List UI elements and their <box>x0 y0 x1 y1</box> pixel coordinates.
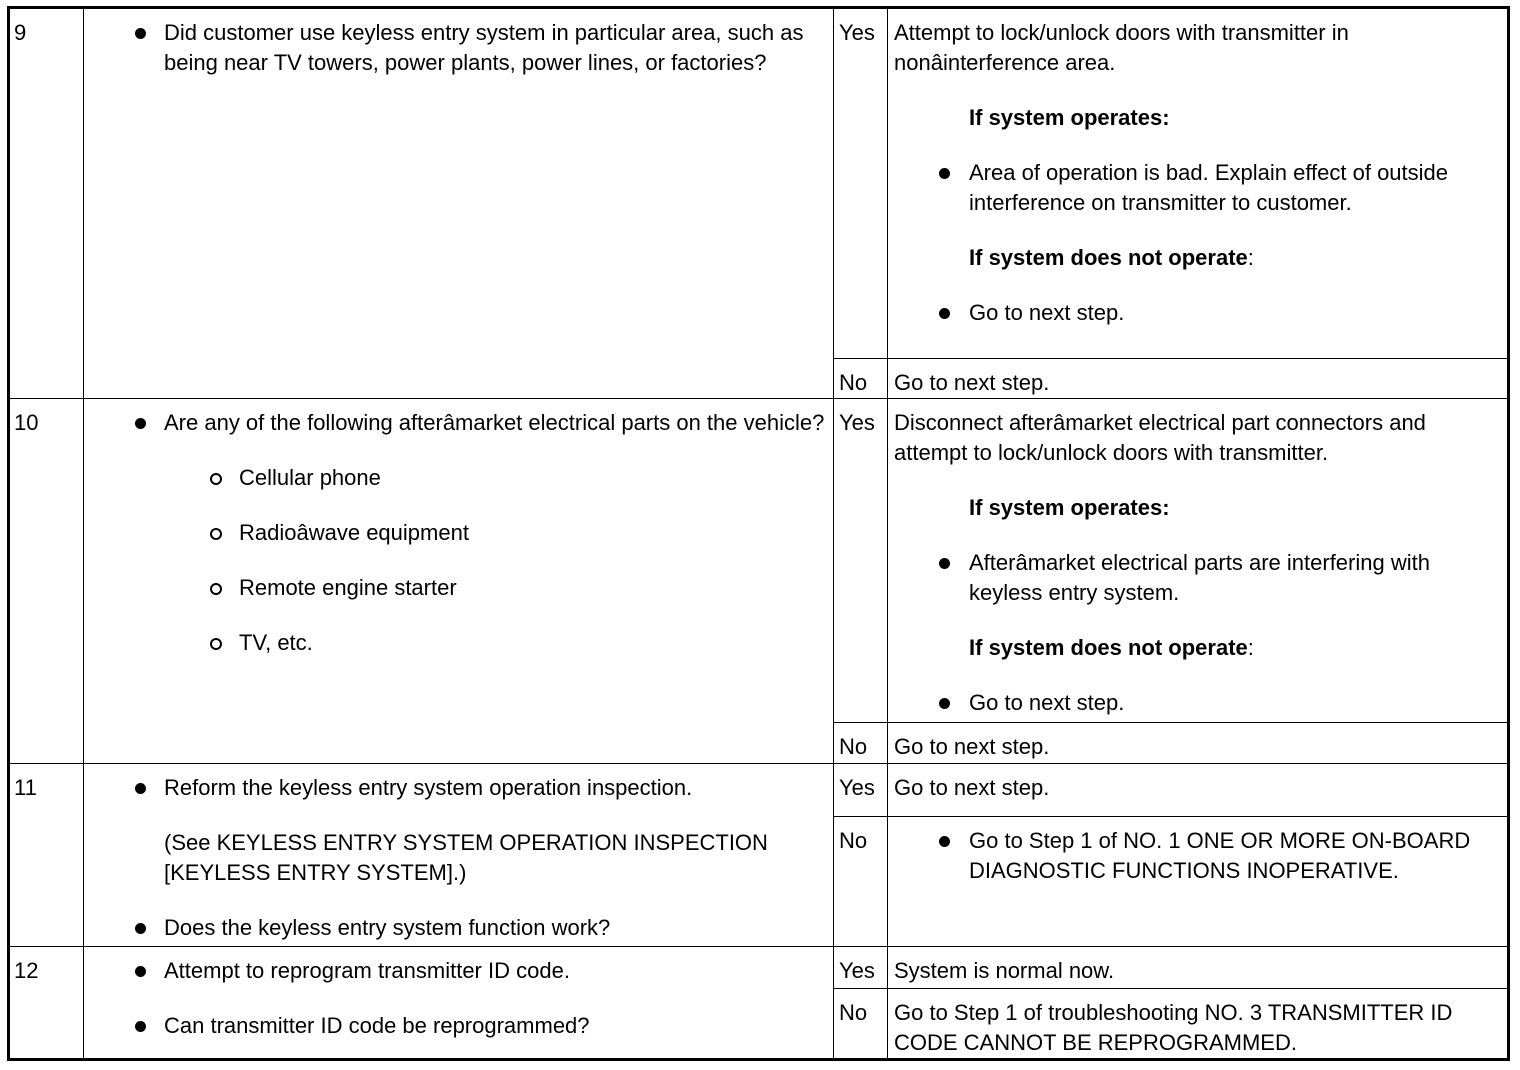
question-text: Did customer use keyless entry system in particular area, such as being near TV towers, power plants, power lines, or factories? <box>84 18 833 78</box>
step-number: 9 <box>9 8 84 399</box>
condition-heading: If system does not operate: <box>969 245 1254 270</box>
sub-item: Radioâwave equipment <box>84 518 833 548</box>
no-label: No <box>834 359 888 399</box>
step-number: 11 <box>9 764 84 947</box>
yes-action-cell <box>888 8 1509 359</box>
yes-action-cell: System is normal now. <box>888 947 1509 989</box>
inspection-cell <box>84 764 834 947</box>
yes-action-cell <box>888 399 1509 723</box>
inspection-cell <box>84 947 834 1060</box>
no-action-cell: Go to next step. <box>888 723 1509 764</box>
no-label: No <box>834 817 888 947</box>
condition-heading: If system does not operate: <box>969 635 1254 660</box>
action-bullet: Area of operation is bad. Explain effect of outside interference on transmitter to customer. <box>894 158 1501 218</box>
inspection-cell <box>84 399 834 764</box>
no-action-cell: Go to next step. <box>888 359 1509 399</box>
table-row <box>9 947 1509 989</box>
step-number: 12 <box>9 947 84 1060</box>
sub-item: TV, etc. <box>84 628 833 658</box>
sub-item: Cellular phone <box>84 463 833 493</box>
condition-heading: If system operates: <box>969 105 1170 130</box>
question-text: Attempt to reprogram transmitter ID code. <box>84 956 833 986</box>
action-intro: Disconnect afterâmarket electrical part connectors and attempt to lock/unlock doors with transmitter. <box>894 410 1426 465</box>
troubleshooting-table <box>7 6 1510 1061</box>
no-label: No <box>834 723 888 764</box>
reference-note: (See KEYLESS ENTRY SYSTEM OPERATION INSPECTION [KEYLESS ENTRY SYSTEM].) <box>164 830 768 885</box>
yes-label: Yes <box>834 764 888 817</box>
question-text: Does the keyless entry system function work? <box>84 913 833 943</box>
table-row <box>9 764 1509 817</box>
action-bullet: Go to next step. <box>894 298 1501 328</box>
no-action-cell: Go to Step 1 of troubleshooting NO. 3 TRANSMITTER ID CODE CANNOT BE REPROGRAMMED. <box>888 989 1509 1060</box>
action-bullet: Go to Step 1 of NO. 1 ONE OR MORE ON-BOARD DIAGNOSTIC FUNCTIONS INOPERATIVE. <box>894 826 1501 886</box>
question-text: Are any of the following afterâmarket electrical parts on the vehicle? <box>84 408 833 438</box>
question-text: Can transmitter ID code be reprogrammed? <box>84 1011 833 1041</box>
yes-action-cell: Go to next step. <box>888 764 1509 817</box>
question-text: Reform the keyless entry system operation inspection. <box>84 773 833 803</box>
yes-label: Yes <box>834 947 888 989</box>
no-action-cell <box>888 817 1509 947</box>
sub-item: Remote engine starter <box>84 573 833 603</box>
inspection-cell <box>84 8 834 399</box>
action-intro: Attempt to lock/unlock doors with transmitter in nonâinterference area. <box>894 20 1349 75</box>
yes-label: Yes <box>834 8 888 359</box>
no-label: No <box>834 989 888 1060</box>
table-row <box>9 399 1509 723</box>
action-bullet: Afterâmarket electrical parts are interfering with keyless entry system. <box>894 548 1501 608</box>
step-number: 10 <box>9 399 84 764</box>
yes-label: Yes <box>834 399 888 723</box>
condition-heading: If system operates: <box>969 495 1170 520</box>
action-bullet: Go to next step. <box>894 688 1501 718</box>
table-row <box>9 8 1509 359</box>
